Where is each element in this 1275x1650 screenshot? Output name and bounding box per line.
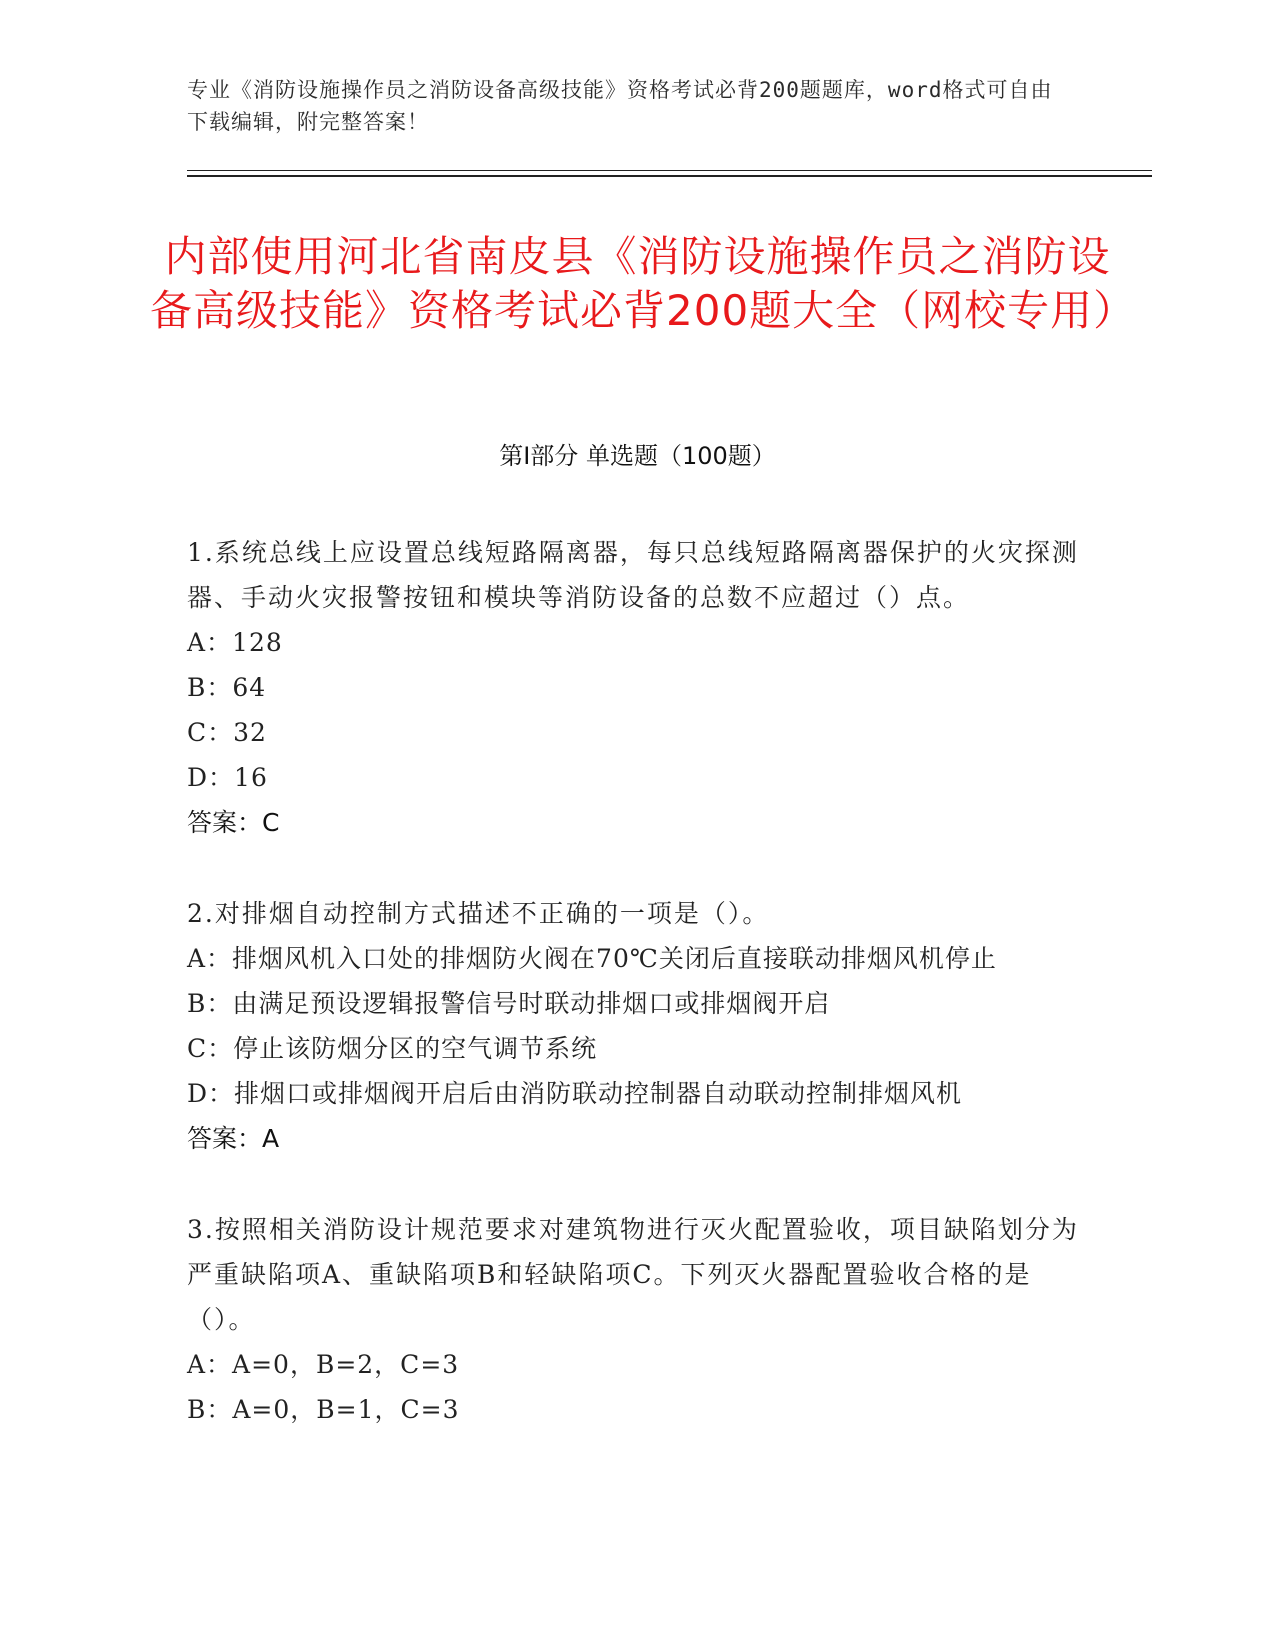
answer: 答案：C bbox=[187, 808, 280, 837]
option-b: B：由满足预设逻辑报警信号时联动排烟口或排烟阀开启 bbox=[187, 989, 831, 1018]
question-text: 1.系统总线上应设置总线短路隔离器，每只总线短路隔离器保护的火灾探测器、手动火灾报警按钮和模块等消防设备的总数不应超过（）点。 bbox=[187, 538, 1079, 612]
question-text: 2.对排烟自动控制方式描述不正确的一项是（）。 bbox=[187, 899, 770, 928]
option-a: A：128 bbox=[187, 628, 283, 657]
header-divider-thin bbox=[187, 170, 1152, 171]
header-note: 专业《消防设施操作员之消防设备高级技能》资格考试必背200题题库，word格式可自由下载编辑，附完整答案！ bbox=[187, 78, 1053, 134]
question-list bbox=[187, 530, 1087, 1478]
question-1 bbox=[187, 530, 1087, 845]
question-2 bbox=[187, 891, 1087, 1161]
option-a: A：排烟风机入口处的排烟防火阀在70℃关闭后直接联动排烟风机停止 bbox=[187, 944, 997, 973]
answer: 答案：A bbox=[187, 1124, 280, 1153]
option-d: D：16 bbox=[187, 763, 268, 792]
question-3 bbox=[187, 1207, 1087, 1432]
option-c: C：32 bbox=[187, 718, 267, 747]
option-c: C：停止该防烟分区的空气调节系统 bbox=[187, 1034, 598, 1063]
option-b: B：64 bbox=[187, 673, 267, 702]
option-b: B：A=0，B=1，C=3 bbox=[187, 1395, 460, 1424]
option-d: D：排烟口或排烟阀开启后由消防联动控制器自动联动控制排烟风机 bbox=[187, 1079, 963, 1108]
header-divider-thick bbox=[187, 175, 1152, 177]
option-a: A：A=0，B=2，C=3 bbox=[187, 1350, 460, 1379]
question-text: 3.按照相关消防设计规范要求对建筑物进行灭火配置验收，项目缺陷划分为严重缺陷项A、重缺陷项B和轻缺陷项C。下列灭火器配置验收合格的是（）。 bbox=[187, 1215, 1079, 1334]
section-title: 第I部分 单选题（100题） bbox=[499, 442, 776, 470]
document-title: 内部使用河北省南皮县《消防设施操作员之消防设备高级技能》资格考试必背200题大全（网校专用） bbox=[150, 232, 1137, 335]
